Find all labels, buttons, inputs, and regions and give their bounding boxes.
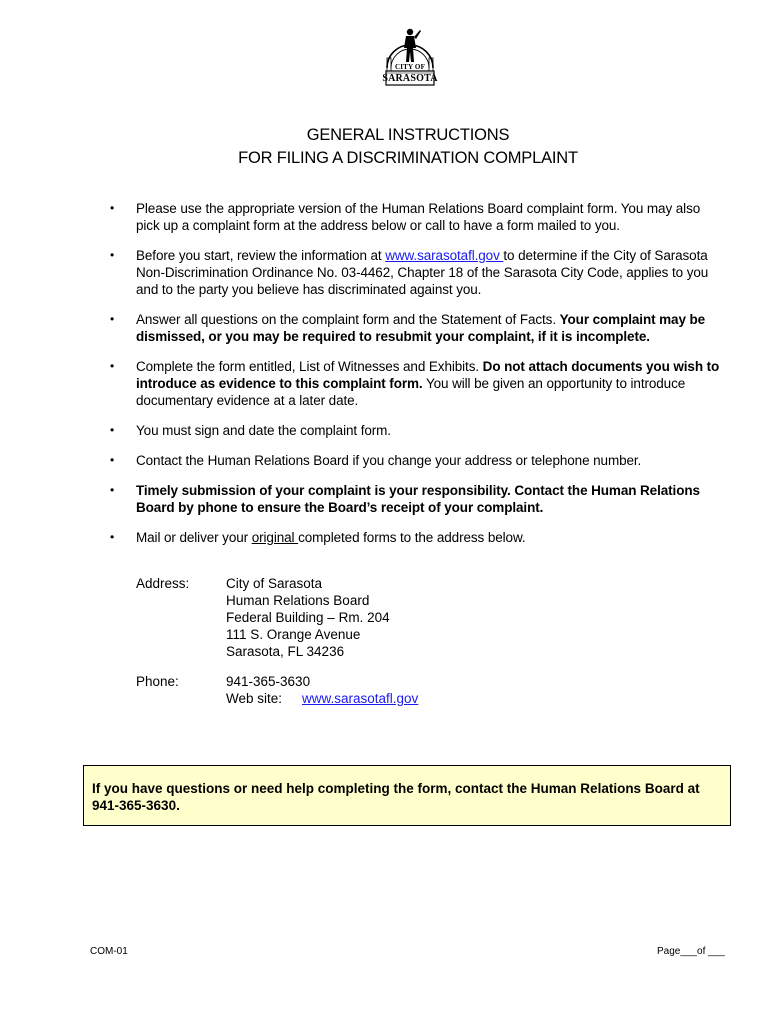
logo-top-text: CITY OF	[394, 63, 426, 71]
city-seal-logo	[381, 24, 439, 90]
form-code: COM-01	[90, 946, 128, 957]
website-link[interactable]: www.sarasotafl.gov	[302, 691, 419, 706]
sarasota-website-link[interactable]: www.sarasotafl.gov	[385, 248, 504, 263]
website-label: Web site:	[226, 691, 283, 706]
instructions-list	[110, 200, 725, 559]
address-line-1: City of Sarasota	[226, 576, 323, 591]
address-line-3: Federal Building – Rm. 204	[226, 610, 390, 625]
instruction-emphasis: Timely submission of your complaint is your responsibility. Contact the Human Relations Board by phone to ensure the Board’s receipt of your complaint.	[136, 483, 700, 515]
instruction-text-continued: You will be given an opportunity to introduce documentary evidence at a later date.	[136, 376, 686, 408]
phone-label: Phone:	[136, 674, 179, 689]
bullet-icon: •	[110, 248, 115, 262]
help-notice-text: If you have questions or need help completing the form, contact the Human Relations Board at 941-365-3630.	[92, 781, 700, 813]
address-line-2: Human Relations Board	[226, 593, 370, 608]
help-notice-box	[83, 765, 731, 826]
instruction-underline: original	[251, 530, 299, 545]
instruction-text-continued: completed forms to the address below.	[298, 530, 526, 545]
phone-row	[136, 673, 418, 707]
address-line-4: 111 S. Orange Avenue	[226, 627, 361, 642]
bullet-icon: •	[110, 359, 115, 373]
title-line-1: GENERAL INSTRUCTIONS	[306, 126, 510, 144]
instruction-text: Contact the Human Relations Board if you change your address or telephone number.	[136, 453, 642, 468]
instruction-text: Please use the appropriate version of the Human Relations Board complaint form. You may also pick up a complaint form at the address below or call to have a form mailed to you.	[136, 201, 701, 233]
instruction-item-7	[110, 482, 725, 516]
bullet-icon: •	[110, 483, 115, 497]
phone-value	[226, 673, 418, 707]
bullet-icon: •	[110, 312, 115, 326]
page-title	[0, 124, 770, 169]
instruction-emphasis: Your complaint may be dismissed, or you may be required to resubmit your complaint, if it is incomplete.	[136, 312, 706, 344]
address-line-5: Sarasota, FL 34236	[226, 644, 345, 659]
instruction-text: Before you start, review the information at	[136, 248, 386, 263]
instruction-item-8	[110, 529, 725, 546]
phone-number: 941-365-3630	[226, 674, 311, 689]
website-row	[226, 690, 418, 707]
bullet-icon: •	[110, 530, 115, 544]
address-value	[226, 575, 390, 660]
address-label: Address:	[136, 576, 190, 591]
instruction-text: Complete the form entitled, List of Witnesses and Exhibits.	[136, 359, 483, 374]
address-row	[136, 575, 418, 660]
page-number: Page___of ___	[657, 946, 725, 957]
logo-bottom-text: SARASOTA	[382, 73, 438, 84]
instruction-item-2	[110, 247, 725, 298]
bullet-icon: •	[110, 423, 115, 437]
instruction-text: You must sign and date the complaint form.	[136, 423, 391, 438]
instruction-item-4	[110, 358, 725, 409]
instruction-item-3	[110, 311, 725, 345]
instruction-text-continued: to determine if the City of Sarasota Non-Discrimination Ordinance No. 03-4462, Chapter 18 of the Sarasota City Code, applies to you and to the party you believe has discriminated against you.	[136, 248, 709, 297]
title-line-2: FOR FILING A DISCRIMINATION COMPLAINT	[238, 148, 578, 167]
instruction-item-1	[110, 200, 725, 234]
bullet-icon: •	[110, 453, 115, 467]
instruction-item-6	[110, 452, 725, 469]
instruction-item-5	[110, 422, 725, 439]
contact-block	[136, 575, 418, 707]
instruction-emphasis: Do not attach documents you wish to introduce as evidence to this complaint form.	[136, 359, 720, 391]
instruction-text: Answer all questions on the complaint form and the Statement of Facts.	[136, 312, 560, 327]
instruction-text: Mail or deliver your	[136, 530, 252, 545]
bullet-icon: •	[110, 201, 115, 215]
